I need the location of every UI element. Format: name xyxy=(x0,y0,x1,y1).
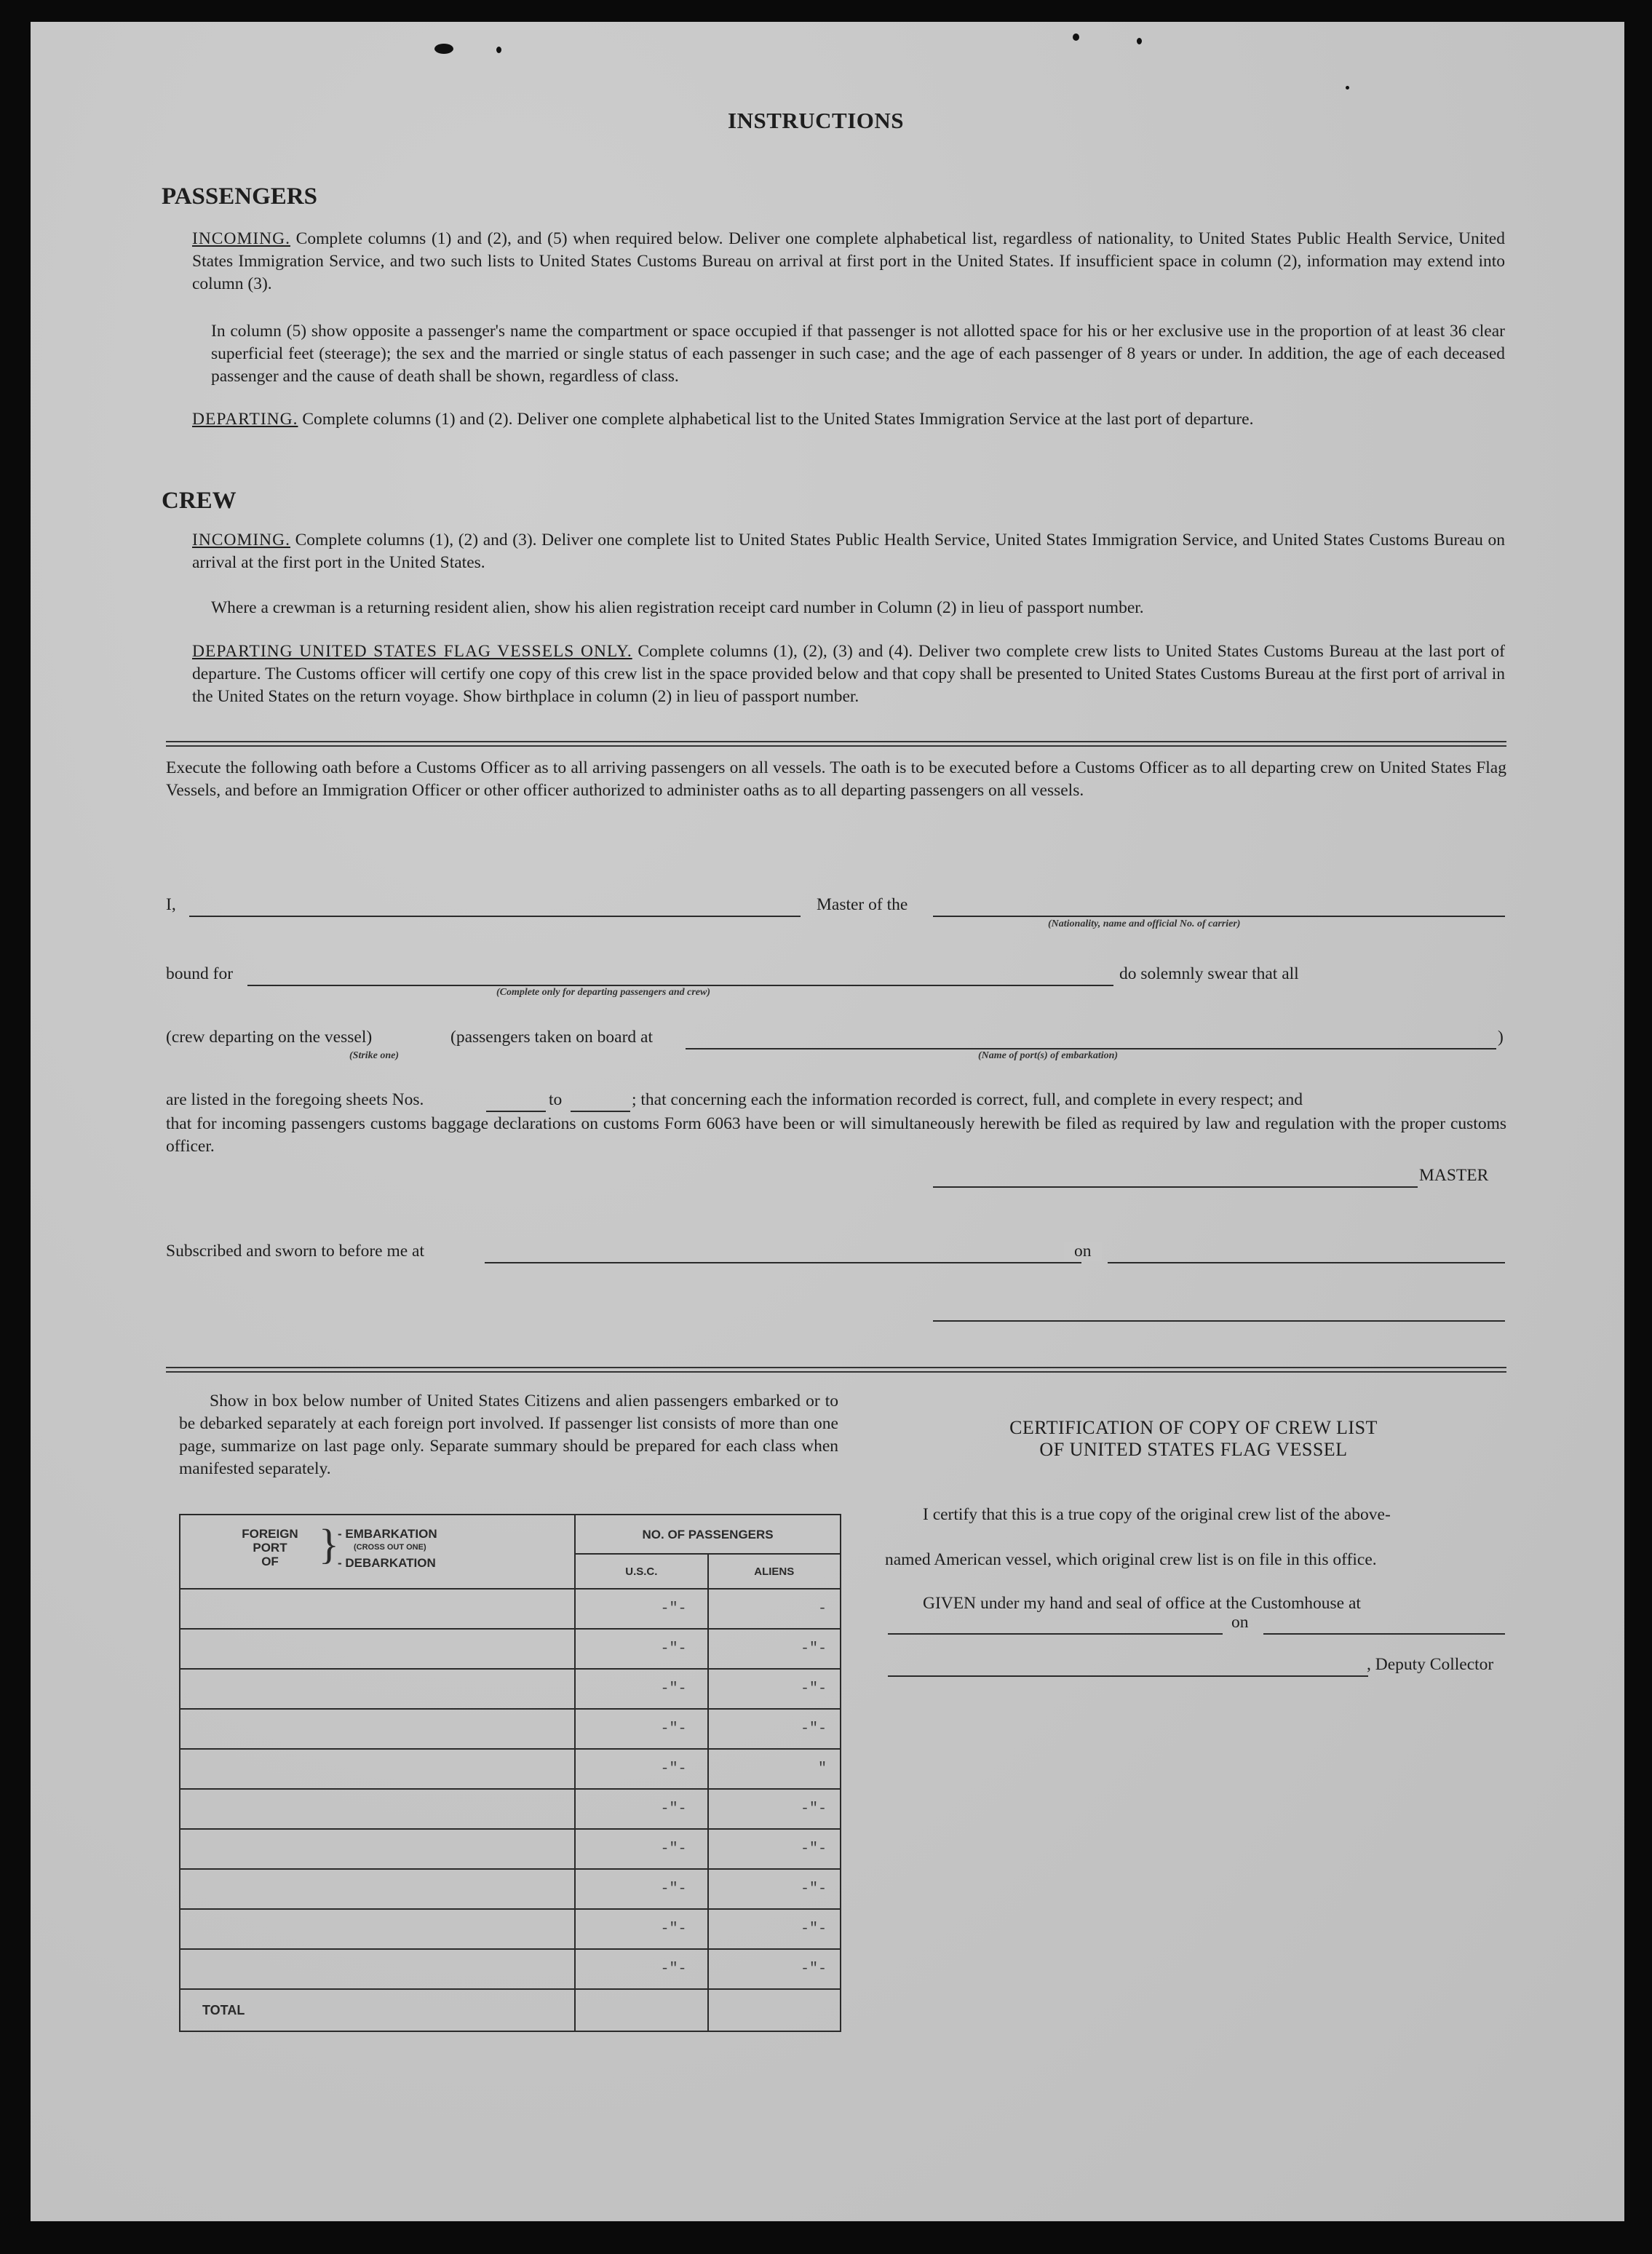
crew-departing-label: DEPARTING UNITED STATES FLAG VESSELS ONLY. xyxy=(192,642,632,661)
table-row xyxy=(180,1909,841,1949)
total-usc-cell[interactable] xyxy=(575,1989,707,2031)
table-row xyxy=(180,1589,841,1629)
port-header-line: PORT xyxy=(253,1541,287,1555)
crew-resident-paragraph xyxy=(211,597,1505,619)
passenger-summary-table xyxy=(179,1514,841,2032)
scan-mark xyxy=(1137,38,1142,44)
aliens-cell[interactable] xyxy=(708,1709,841,1749)
bound-for-field[interactable] xyxy=(247,985,1113,986)
departing-label: DEPARTING. xyxy=(192,410,298,429)
port-cell[interactable] xyxy=(180,1749,575,1789)
page-title: INSTRUCTIONS xyxy=(728,108,905,133)
crew-departing-text: Complete columns (1), (2), (3) and (4). Deliver two complete crew lists to United States Customs Bureau at the last port of departure. The Customs officer will certify one copy of this crew list in the space provided below and that copy shall be presented to United States Customs Bureau at the first port of arrival in the United States on the return voyage. Show birthplace in column (2) in lieu of passport number. xyxy=(192,642,1506,706)
embarkation-option[interactable]: - EMBARKATION xyxy=(338,1527,437,1541)
certification-title xyxy=(837,1417,1550,1461)
port-cell[interactable] xyxy=(180,1589,575,1629)
master-signature-field[interactable] xyxy=(933,1186,1418,1188)
listed-to-label: to xyxy=(549,1090,563,1109)
port-header-cell xyxy=(180,1515,575,1589)
aliens-value: -"- xyxy=(800,1881,827,1897)
incoming-text: Complete columns (1) and (2), and (5) when required below. Deliver one complete alphabetical list, regardless of nationality, to United States Public Health Service, United States Immigration Service, and two such lists to United States Customs Bureau on arrival at first port in the United States. If insufficient space in column (2), information may extend into column (3). xyxy=(192,229,1505,293)
subscribed-place-field[interactable] xyxy=(485,1262,1081,1263)
subscribed-date-field[interactable] xyxy=(1108,1262,1505,1263)
close-paren: ) xyxy=(1498,1028,1504,1047)
table-row xyxy=(180,1949,841,1989)
usc-value: -"- xyxy=(660,1761,687,1777)
carrier-note: (Nationality, name and official No. of carrier) xyxy=(1048,918,1241,929)
certification-title-line: CERTIFICATION OF COPY OF CREW LIST xyxy=(1009,1417,1378,1438)
aliens-cell[interactable] xyxy=(708,1789,841,1829)
usc-cell[interactable] xyxy=(575,1869,707,1909)
port-cell[interactable] xyxy=(180,1629,575,1669)
crew-resident-text: Where a crewman is a returning resident alien, show his alien registration receipt card number in Column (2) in lieu of passport number. xyxy=(211,598,1144,617)
sheet-from-field[interactable] xyxy=(486,1111,546,1112)
aliens-value: -"- xyxy=(800,1961,827,1977)
certify-line-3: GIVEN under my hand and seal of office at the Customhouse at xyxy=(923,1594,1361,1613)
oath-intro: Execute the following oath before a Customs Officer as to all arriving passengers on all vessels. The oath is to be executed before a Customs Officer as to all departing crew on United States Flag Vessels, and before an Immigration Officer or other officer authorized to administer oaths as to all departing passengers on all vessels. xyxy=(166,758,1506,800)
port-cell[interactable] xyxy=(180,1949,575,1989)
document-page xyxy=(31,22,1624,2221)
table-header-row xyxy=(180,1515,841,1554)
aliens-value: -"- xyxy=(800,1721,827,1737)
debarkation-option[interactable]: - DEBARKATION xyxy=(338,1556,436,1570)
crew-incoming-label: INCOMING. xyxy=(192,531,290,549)
listed-correct-text: ; that concerning each the information recorded is correct, full, and complete in every respect; and xyxy=(632,1090,1303,1109)
subscribed-on-label: on xyxy=(1064,1242,1102,1261)
bound-for-label: bound for xyxy=(166,964,234,983)
passengers-heading: PASSENGERS xyxy=(162,183,317,210)
oath-i-label: I, xyxy=(166,895,176,914)
port-cell[interactable] xyxy=(180,1909,575,1949)
usc-value: -"- xyxy=(660,1600,687,1617)
aliens-cell[interactable] xyxy=(708,1869,841,1909)
brace-icon: } xyxy=(319,1520,339,1568)
summary-instructions: Show in box below number of United States Citizens and alien passengers embarked or to be debarked separately at each foreign port involved. If passenger list consists of more than one page, summarize on last page only. Separate summary should be prepared for each class when manifested separately. xyxy=(179,1392,838,1478)
master-of-label: Master of the xyxy=(817,895,908,914)
usc-value: -"- xyxy=(660,1921,687,1937)
table-row xyxy=(180,1789,841,1829)
usc-value: -"- xyxy=(660,1841,687,1857)
aliens-value: -"- xyxy=(800,1841,827,1857)
officer-signature-field[interactable] xyxy=(933,1320,1505,1322)
scan-mark xyxy=(496,47,501,53)
carrier-field[interactable] xyxy=(933,916,1505,917)
port-cell[interactable] xyxy=(180,1709,575,1749)
passengers-taken-option: (passengers taken on board at xyxy=(450,1028,653,1047)
listed-declarations-text: that for incoming passengers customs baggage declarations on customs Form 6063 have been or will simultaneously herewith be filed as required by law and regulation with the proper customs officer. xyxy=(166,1114,1506,1156)
table-row xyxy=(180,1709,841,1749)
aliens-value: -"- xyxy=(800,1640,827,1657)
aliens-cell[interactable] xyxy=(708,1949,841,1989)
strike-one-note: (Strike one) xyxy=(349,1050,400,1061)
aliens-value: -"- xyxy=(800,1680,827,1697)
certify-line-1: I certify that this is a true copy of the original crew list of the above- xyxy=(923,1505,1391,1524)
table-row xyxy=(180,1869,841,1909)
scan-mark xyxy=(1073,33,1079,41)
section-divider xyxy=(166,1367,1506,1373)
no-passengers-header: NO. OF PASSENGERS xyxy=(575,1515,841,1554)
passengers-column5-paragraph xyxy=(211,320,1505,388)
usc-cell[interactable] xyxy=(575,1949,707,1989)
embarkation-ports-field[interactable] xyxy=(686,1048,1496,1049)
crew-departing-paragraph xyxy=(192,640,1505,708)
usc-value: -"- xyxy=(660,1801,687,1817)
aliens-cell[interactable] xyxy=(708,1749,841,1789)
complete-note: (Complete only for departing passengers and crew) xyxy=(496,987,710,998)
aliens-value: -"- xyxy=(800,1921,827,1937)
departing-text: Complete columns (1) and (2). Deliver one complete alphabetical list to the United States Immigration Service at the last port of departure. xyxy=(302,410,1254,429)
usc-cell[interactable] xyxy=(575,1709,707,1749)
subscribed-label: Subscribed and sworn to before me at xyxy=(166,1242,425,1261)
section-divider xyxy=(166,741,1506,747)
aliens-cell[interactable] xyxy=(708,1829,841,1869)
crew-heading: CREW xyxy=(162,488,237,514)
usc-cell[interactable] xyxy=(575,1669,707,1709)
port-header-line: FOREIGN xyxy=(242,1527,298,1541)
total-row xyxy=(180,1989,841,2031)
port-cell[interactable] xyxy=(180,1829,575,1869)
usc-cell[interactable] xyxy=(575,1629,707,1669)
usc-value: -"- xyxy=(660,1881,687,1897)
port-cell[interactable] xyxy=(180,1869,575,1909)
usc-value: -"- xyxy=(660,1680,687,1697)
swear-label: do solemnly swear that all xyxy=(1119,964,1299,983)
usc-value: -"- xyxy=(660,1640,687,1657)
table-row xyxy=(180,1629,841,1669)
usc-cell[interactable] xyxy=(575,1749,707,1789)
listed-sheets-label: are listed in the foregoing sheets Nos. xyxy=(166,1090,424,1109)
aliens-value: " xyxy=(817,1761,827,1777)
usc-cell[interactable] xyxy=(575,1829,707,1869)
usc-value: -"- xyxy=(660,1721,687,1737)
usc-value: -"- xyxy=(660,1961,687,1977)
certify-line-2: named American vessel, which original crew list is on file in this office. xyxy=(885,1550,1377,1569)
deputy-signature-field[interactable] xyxy=(888,1675,1368,1677)
certify-on-label: on xyxy=(1231,1613,1249,1632)
crew-incoming-text: Complete columns (1), (2) and (3). Deliver one complete list to United States Public Health Service, United States Immigration Service, and United States Customs Bureau on arrival at the first port in the United States. xyxy=(192,531,1506,572)
ports-note: (Name of port(s) of embarkation) xyxy=(978,1050,1119,1061)
aliens-cell[interactable] xyxy=(708,1669,841,1709)
sheet-to-field[interactable] xyxy=(571,1111,630,1112)
master-name-field[interactable] xyxy=(189,916,801,917)
total-label: TOTAL xyxy=(180,1989,575,2031)
passengers-incoming-paragraph xyxy=(192,228,1505,295)
usc-cell[interactable] xyxy=(575,1589,707,1629)
scan-mark xyxy=(1346,86,1349,90)
aliens-cell[interactable] xyxy=(708,1909,841,1949)
aliens-cell[interactable] xyxy=(708,1589,841,1629)
aliens-cell[interactable] xyxy=(708,1629,841,1669)
aliens-value: - xyxy=(817,1600,827,1617)
certify-date-field[interactable] xyxy=(1263,1633,1505,1635)
table-row xyxy=(180,1749,841,1789)
table-row xyxy=(180,1829,841,1869)
passengers-departing-paragraph xyxy=(192,408,1505,431)
usc-header: U.S.C. xyxy=(575,1554,707,1589)
scan-mark xyxy=(434,44,453,54)
column5-text: In column (5) show opposite a passenger's name the compartment or space occupied if that passenger is not allotted space for his or her exclusive use in the proportion of at least 36 clear superficial feet (steerage); the sex and the married or single status of each passenger in such case; and the age of each passenger of 8 years or under. In addition, the age of each deceased passenger and the cause of death shall be shown, regardless of class. xyxy=(211,322,1505,386)
aliens-value: -"- xyxy=(800,1801,827,1817)
certification-title-line: OF UNITED STATES FLAG VESSEL xyxy=(1039,1439,1348,1460)
port-cell[interactable] xyxy=(180,1789,575,1829)
crew-departing-option: (crew departing on the vessel) xyxy=(166,1028,373,1047)
master-label: MASTER xyxy=(1419,1166,1489,1185)
total-aliens-cell[interactable] xyxy=(708,1989,841,2031)
port-header-line: OF xyxy=(261,1555,279,1568)
usc-cell[interactable] xyxy=(575,1909,707,1949)
deputy-collector-label: , Deputy Collector xyxy=(1367,1655,1494,1674)
usc-cell[interactable] xyxy=(575,1789,707,1829)
aliens-header: ALIENS xyxy=(708,1554,841,1589)
port-cell[interactable] xyxy=(180,1669,575,1709)
customhouse-place-field[interactable] xyxy=(888,1633,1223,1635)
incoming-label: INCOMING. xyxy=(192,229,290,248)
cross-out-note: (CROSS OUT ONE) xyxy=(354,1543,426,1552)
table-row xyxy=(180,1669,841,1709)
crew-incoming-paragraph xyxy=(192,529,1505,574)
